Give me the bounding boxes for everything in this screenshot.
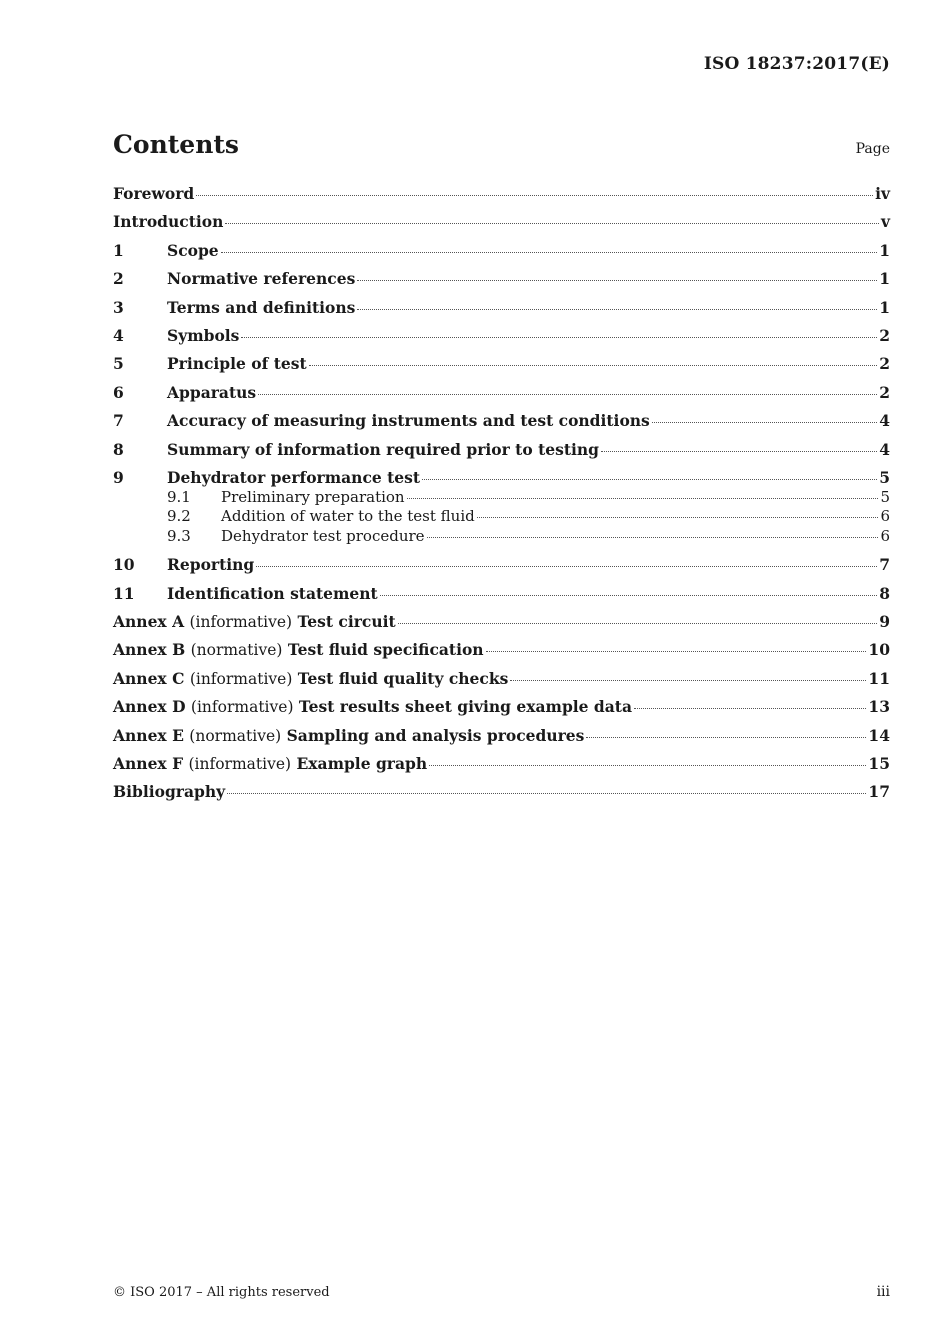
dot-leader — [398, 623, 878, 624]
toc-entry-page: 1 — [879, 240, 890, 260]
annex-label: Annex C — [113, 668, 185, 688]
annex-label: Annex D — [113, 697, 186, 717]
toc-entry-page: 2 — [879, 325, 890, 345]
annex-label: Annex B — [113, 640, 186, 660]
toc-entry-page: iv — [875, 184, 890, 203]
toc-entry-page: 9 — [879, 612, 890, 632]
annex-title: Sampling and analysis procedures — [286, 725, 585, 745]
dot-leader — [256, 566, 877, 567]
toc-entry-title — [113, 726, 584, 746]
toc-entry-title — [113, 612, 396, 632]
dot-leader — [380, 595, 877, 596]
annex-title: Example graph — [296, 754, 428, 774]
dot-leader — [486, 651, 867, 652]
toc-entry-number: 8 — [113, 439, 124, 459]
dot-leader — [634, 708, 866, 709]
toc-entry-summary-of-information[interactable] — [113, 440, 890, 468]
dot-leader — [241, 337, 877, 338]
toc-entry-title: Foreword — [113, 184, 195, 203]
toc-subentry-addition-of-water[interactable] — [113, 507, 890, 527]
toc-entry-annex-e[interactable] — [113, 726, 890, 754]
toc-entry-title: Principle of test — [167, 354, 307, 374]
toc-entry-annex-a[interactable] — [113, 612, 890, 640]
toc-entry-page: 6 — [880, 526, 890, 545]
toc-entry-principle-of-test[interactable] — [113, 354, 890, 382]
toc-entry-number: 11 — [113, 583, 135, 603]
toc-entry-introduction[interactable] — [113, 212, 890, 240]
toc-entry-title: Summary of information required prior to testing — [167, 439, 599, 459]
toc-entry-title: Normative references — [167, 269, 356, 289]
annex-type: (normative) — [190, 641, 283, 660]
toc-entry-scope[interactable] — [113, 241, 890, 269]
annex-title: Test fluid quality checks — [297, 668, 509, 688]
toc-entry-reporting[interactable] — [113, 555, 890, 583]
toc-entry-title — [113, 697, 632, 717]
toc-entry-title: Symbols — [167, 325, 240, 345]
table-of-contents — [113, 184, 890, 811]
dot-leader — [586, 737, 866, 738]
toc-entry-symbols[interactable] — [113, 326, 890, 354]
toc-entry-apparatus[interactable] — [113, 383, 890, 411]
toc-entry-page: 2 — [879, 382, 890, 402]
toc-entry-page: 10 — [868, 640, 890, 660]
annex-label: Annex F — [113, 754, 184, 774]
toc-entry-annex-c[interactable] — [113, 669, 890, 697]
dot-leader — [225, 223, 879, 224]
toc-entry-dehydrator-performance-test[interactable] — [113, 468, 890, 488]
toc-entry-annex-f[interactable] — [113, 754, 890, 782]
annex-title: Test fluid specification — [287, 640, 484, 660]
dot-leader — [221, 252, 878, 253]
annex-label: Annex A — [113, 612, 185, 632]
toc-entry-number: 6 — [113, 382, 124, 402]
toc-entry-annex-d[interactable] — [113, 697, 890, 725]
dot-leader — [407, 498, 879, 499]
page-column-label: Page — [855, 141, 890, 157]
dot-leader — [427, 537, 879, 538]
page-title: Contents — [113, 130, 240, 159]
annex-title: Test results sheet giving example data — [298, 697, 633, 717]
dot-leader — [510, 680, 866, 681]
toc-entry-annex-b[interactable] — [113, 640, 890, 668]
toc-entry-page: 5 — [879, 467, 890, 487]
copyright-notice: © ISO 2017 – All rights reserved — [113, 1285, 330, 1300]
dot-leader — [422, 479, 877, 480]
toc-entry-title — [113, 669, 508, 689]
toc-entry-page: 1 — [879, 269, 890, 289]
page-number: iii — [876, 1284, 890, 1300]
dot-leader — [357, 309, 877, 310]
toc-entry-title: Dehydrator performance test — [167, 467, 421, 487]
toc-entry-page: 5 — [880, 487, 890, 506]
toc-entry-terms-and-definitions[interactable] — [113, 298, 890, 326]
dot-leader — [601, 451, 877, 452]
annex-type: (informative) — [189, 613, 293, 632]
toc-subentry-dehydrator-test-procedure[interactable] — [113, 527, 890, 555]
toc-entry-number: 9.2 — [167, 507, 191, 526]
toc-entry-page: 11 — [868, 668, 890, 688]
dot-leader — [429, 765, 866, 766]
page-header: ISO 18237:2017(E) — [703, 54, 890, 74]
toc-entry-title: Scope — [167, 240, 219, 260]
annex-type: (informative) — [188, 755, 292, 774]
toc-entry-title: Accuracy of measuring instruments and test conditions — [167, 411, 650, 431]
dot-leader — [357, 280, 877, 281]
annex-label: Annex E — [113, 725, 184, 745]
toc-entry-title: Terms and definitions — [167, 297, 356, 317]
toc-entry-page: 2 — [879, 354, 890, 374]
dot-leader — [196, 195, 873, 196]
annex-title: Test circuit — [297, 612, 396, 632]
toc-entry-title: Apparatus — [167, 382, 257, 402]
toc-entry-page: 13 — [868, 697, 890, 717]
toc-entry-bibliography[interactable] — [113, 782, 890, 810]
toc-entry-title — [113, 754, 427, 774]
toc-entry-title: Addition of water to the test fluid — [221, 507, 475, 526]
toc-entry-page: 15 — [868, 754, 890, 774]
toc-entry-page: 7 — [879, 555, 890, 575]
dot-leader — [477, 517, 879, 518]
toc-entry-accuracy[interactable] — [113, 411, 890, 439]
toc-entry-number: 2 — [113, 269, 124, 289]
toc-entry-title: Identification statement — [167, 583, 378, 603]
toc-entry-normative-references[interactable] — [113, 269, 890, 297]
toc-entry-foreword[interactable] — [113, 184, 890, 212]
toc-entry-page: 14 — [868, 725, 890, 745]
toc-entry-page: 8 — [879, 583, 890, 603]
toc-entry-title: Reporting — [167, 555, 255, 575]
toc-entry-page: 4 — [879, 439, 890, 459]
dot-leader — [227, 793, 866, 794]
toc-entry-page: 1 — [879, 297, 890, 317]
toc-entry-page: 6 — [880, 507, 890, 526]
annex-type: (informative) — [190, 698, 294, 717]
dot-leader — [309, 365, 878, 366]
toc-entry-page: 17 — [868, 782, 890, 802]
toc-entry-number: 10 — [113, 555, 135, 575]
toc-subentry-preliminary-preparation[interactable] — [113, 488, 890, 508]
toc-entry-title — [113, 640, 484, 660]
annex-type: (normative) — [189, 726, 282, 745]
toc-entry-number: 4 — [113, 325, 124, 345]
toc-entry-title: Preliminary preparation — [221, 487, 405, 506]
toc-entry-title: Dehydrator test procedure — [221, 526, 425, 545]
annex-type: (informative) — [189, 669, 293, 688]
toc-entry-number: 9 — [113, 467, 124, 487]
toc-entry-number: 3 — [113, 297, 124, 317]
dot-leader — [652, 422, 877, 423]
toc-entry-page: v — [880, 212, 890, 232]
toc-entry-number: 7 — [113, 411, 124, 431]
toc-entry-identification-statement[interactable] — [113, 584, 890, 612]
toc-entry-number: 1 — [113, 240, 124, 260]
toc-entry-number: 5 — [113, 354, 124, 374]
toc-entry-title: Bibliography — [113, 782, 226, 802]
toc-entry-title: Introduction — [113, 212, 224, 232]
toc-entry-number: 9.3 — [167, 526, 191, 545]
dot-leader — [258, 394, 877, 395]
toc-entry-number: 9.1 — [167, 487, 191, 506]
toc-entry-page: 4 — [879, 411, 890, 431]
